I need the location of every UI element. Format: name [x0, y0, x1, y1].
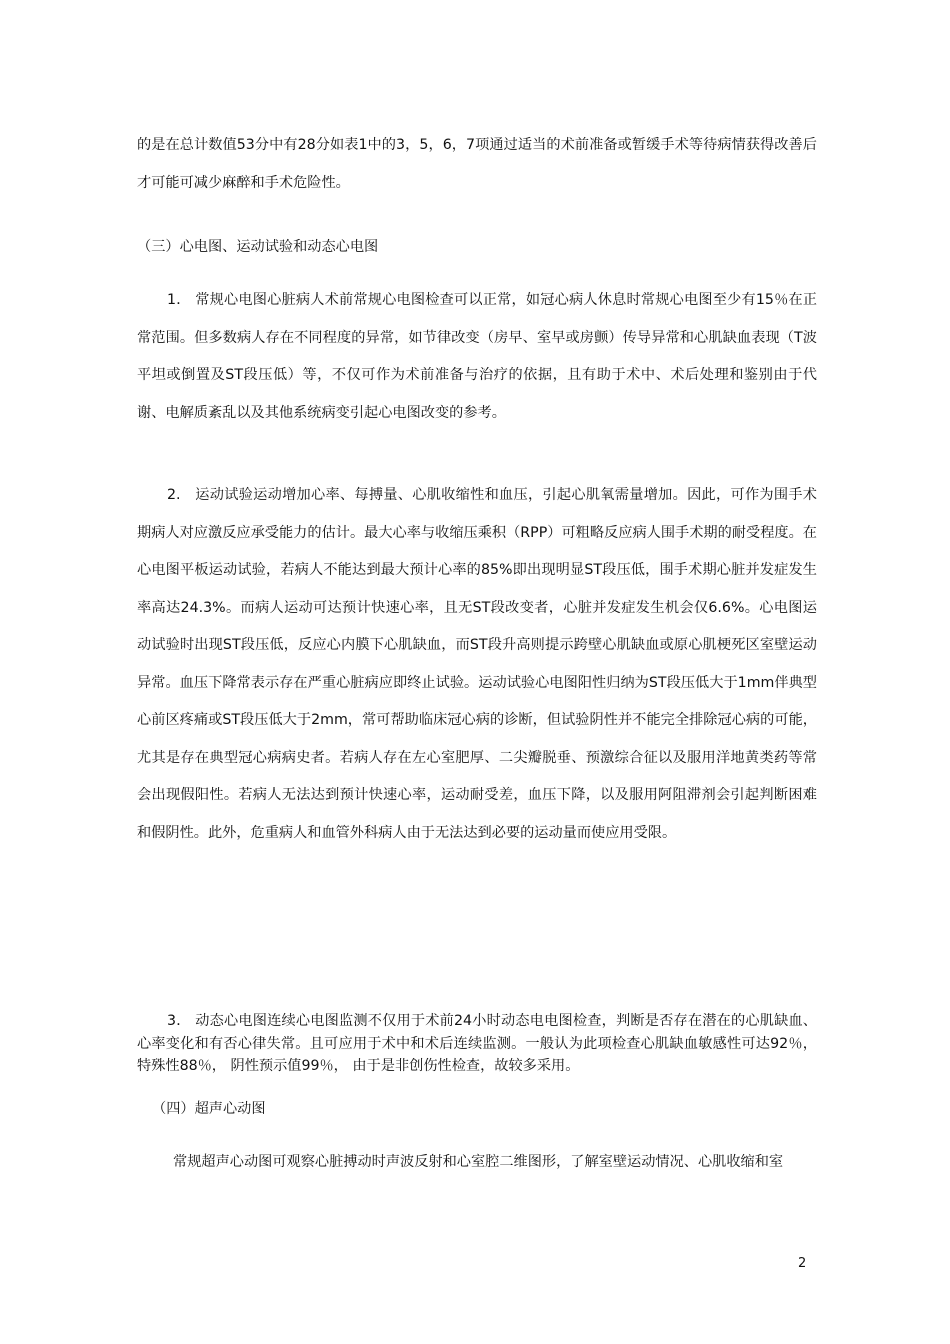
- paragraph-exercise-test: 2. 运动试验运动增加心率、每搏量、心肌收缩性和血压，引起心肌氧需量增加。因此，可作为围手术期病人对应激反应承受能力的估计。最大心率与收缩压乘积（RPP）可粗略反应病人围手术期的耐受程度。在心电图平板运动试验，若病人不能达到最大预计心率的85%即出现明显ST段压低，围手术期心脏并发症发生率高达24.3%。而病人运动可达预计快速心率，且无ST段改变者，心脏并发症发生机会仅6.6%。心电图运动试验时出现ST段压低，反应心内膜下心肌缺血，而ST段升高则提示跨壁心肌缺血或原心肌梗死区室壁运动异常。血压下降常表示存在严重心脏病应即终止试验。运动试验心电图阳性归纳为ST段压低大于1mm伴典型心前区疼痛或ST段压低大于2mm，常可帮助临床冠心病的诊断，但试验阴性并不能完全排除冠心病的可能，尤其是存在典型冠心病病史者。若病人存在左心室肥厚、二尖瓣脱垂、预激综合征以及服用洋地黄类药等常会出现假阳性。若病人无法达到预计快速心率，运动耐受差，血压下降，以及服用阿阻滞剂会引起判断困难和假阴性。此外，危重病人和血管外科病人由于无法达到必要的运动量而使应用受限。: [137, 487, 817, 841]
- paragraph-risk-score: 的是在总计数值53分中有28分如表1中的3，5，6，7项通过适当的术前准备或暂缓手术等待病情获得改善后才可能可减少麻醉和手术危险性。: [137, 137, 817, 191]
- paragraph-holter-ecg: 3． 动态心电图连续心电图监测不仅用于术前24小时动态电电图检查，判断是否存在潜在的心肌缺血、心率变化和有否心律失常。且可应用于术中和术后连续监测。一般认为此项检查心肌缺血敏感性可达92％， 特殊性88％， 阴性预示值99％， 由于是非创伤性检查，故较多采用。: [137, 1013, 817, 1074]
- page-number: 2: [798, 1256, 807, 1271]
- section-heading-echocardiography: （四）超声心动图: [152, 1101, 266, 1117]
- section-heading-ecg: （三）心电图、运动试验和动态心电图: [137, 239, 379, 255]
- paragraph-echocardiography: 常规超声心动图可观察心脏搏动时声波反射和心室腔二维图形，了解室壁运动情况、心肌收缩和室: [173, 1154, 784, 1170]
- paragraph-routine-ecg: 1． 常规心电图心脏病人术前常规心电图检查可以正常，如冠心病人休息时常规心电图至少有15％在正常范围。但多数病人存在不同程度的异常，如节律改变（房早、室早或房颤）传导异常和心肌缺血表现（T波平坦或倒置及ST段压低）等，不仅可作为术前准备与治疗的依据，且有助于术中、术后处理和鉴别由于代谢、电解质紊乱以及其他系统病变引起心电图改变的参考。: [137, 292, 817, 421]
